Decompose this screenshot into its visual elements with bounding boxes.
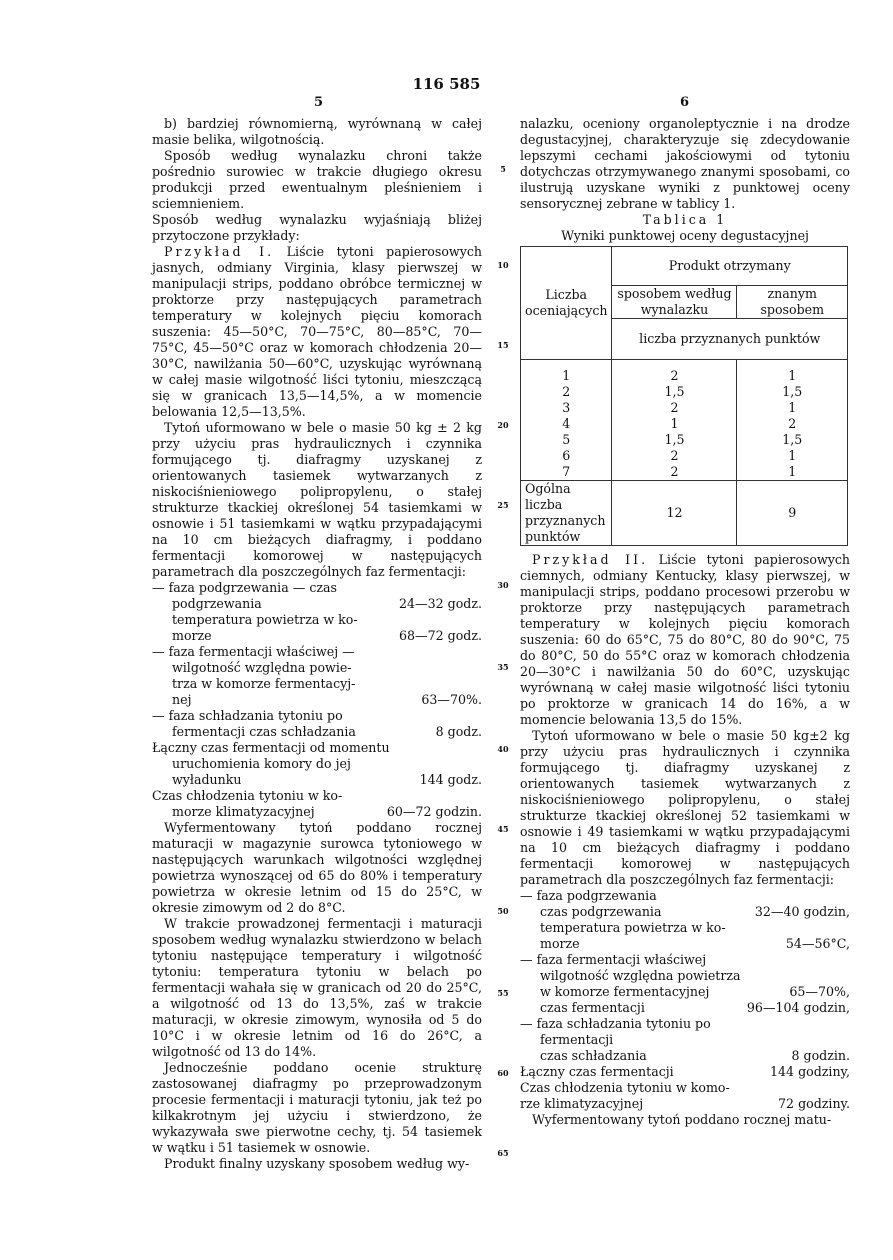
param-label: Czas chłodzenia tytoniu w ko- <box>152 788 343 803</box>
param-label: morze <box>540 936 580 951</box>
line-number: 45 <box>497 824 509 834</box>
right-page-number: 6 <box>680 95 690 110</box>
param-label: wilgotność względna powietrza <box>540 968 741 983</box>
example-text: Liście tytoni papierosowych jasnych, odmiany Virginia, klasy pierwszej w manipulacji strips, poddano obróbce termicznej w proktorze przy następujących parametrach temperatury w kolejnych pięciu komorach suszenia: 45—50°C, 70—75°C, 80—85°C, 70—75°C, 45—50°C oraz w komorach chłodzenia 20—30°C, nawilżania 50—60°C, uzyskując wyrównaną w całej masie wilgotność liści tytoniu, mieszczącą się w granicach 13,5—14,5%, a w momencie belowania 12,5—13,5%. <box>152 244 482 419</box>
line-number: 30 <box>497 580 509 590</box>
paragraph: Sposób według wynalazku wyjaśniają bliżej przytoczone przykłady: <box>152 212 482 243</box>
paragraph: Wyfermentowany tytoń poddano rocznej matu- <box>532 1112 832 1127</box>
line-number: 35 <box>497 662 509 672</box>
line-number: 15 <box>497 340 509 350</box>
param-row <box>520 984 850 1000</box>
example-text: Liście tytoni papierosowych ciemnych, odmiany Kentucky, klasy pierwszej, w manipulacji strips, poddano procesowi przerobu w proktorze przy następujących parametrach temperatury w kolejnych pięciu komorach suszenia: 60 do 65°C, 75 do 80°C, 80 do 90°C, 75 do 80°C, 50 do 55°C oraz w komorach chłodzenia 20—30°C i nawilżania 50 do 60°C, uzyskując wyrównaną w całej masie wilgotność liści tytoniu po proktorze w granicach 14 do 16%, a w momencie belowania 13,5 do 15%. <box>520 552 851 727</box>
param-label: wyładunku <box>172 772 242 787</box>
example-label: Przykład I. <box>164 244 275 259</box>
param-row <box>152 580 482 596</box>
param-label: podgrzewania <box>172 596 262 611</box>
param-label: — faza podgrzewania <box>520 888 657 903</box>
param-row <box>152 596 482 612</box>
table-total-invention: 12 <box>612 481 737 546</box>
param-row <box>520 1080 850 1096</box>
param-value: 144 godz. <box>419 772 482 787</box>
param-label: — faza schładzania tytoniu po <box>152 708 343 723</box>
example-1 <box>152 244 482 420</box>
table-cell: 1 1,5 1 2 1,5 1 1 <box>737 360 848 481</box>
param-row <box>152 660 482 676</box>
left-column <box>152 116 482 1172</box>
param-value: 32—40 godzin, <box>754 904 850 919</box>
param-label: Czas chłodzenia tytoniu w komo- <box>520 1080 730 1095</box>
param-label: morze <box>172 628 212 643</box>
paragraph: Tytoń uformowano w bele o masie 50 kg±2 kg przy użyciu pras hydraulicznych i czynnika formującego tj. diafragmy uzyskanej z orientowanych tasiemek wytwarzanych z niskociśnieniowego polipropylenu, o stałej strukturze tkackiej określonej 52 tasiemkami w osnowie i 49 tasiemkami w wątku przypadającymi na 10 cm bieżących diafragmy i poddano fermentacji komorowej w następujących parametrach dla poszczególnych faz fermentacji: <box>520 728 850 887</box>
param-row <box>152 772 482 788</box>
param-label: czas schładzania <box>540 1048 647 1063</box>
param-row <box>152 692 482 708</box>
param-row <box>520 1032 850 1048</box>
param-row <box>152 804 482 820</box>
line-number: 60 <box>497 1068 509 1078</box>
param-row <box>152 756 482 772</box>
fermentation-parameters <box>152 580 482 820</box>
line-number: 50 <box>497 906 509 916</box>
paragraph: Tytoń uformowano w bele o masie 50 kg ± 2 kg przy użyciu pras hydraulicznych i czynnika formującego tj. diafragmy uzyskanej z orientowanych tasiemek wytwarzanych z niskociśnieniowego polipropylenu, o stałej strukturze tkackiej określonej 54 tasiemkami w osnowie i 51 tasiemkami w wątku przypadającymi na 10 cm bieżących diafragmy, i poddano fermentacji komorowej w następujących parametrach dla poszczególnych faz fermentacji: <box>152 420 482 579</box>
param-label: temperatura powietrza w ko- <box>540 920 726 935</box>
param-label: fermentacji czas schładzania <box>172 724 356 739</box>
line-number: 55 <box>497 988 509 998</box>
param-row <box>152 676 482 692</box>
param-label: wilgotność względna powie- <box>172 660 352 675</box>
line-number: 20 <box>497 420 509 430</box>
param-value: 60—72 godzin. <box>386 804 482 819</box>
right-column <box>520 116 850 1128</box>
param-label: trza w komorze fermentacyj- <box>172 676 356 691</box>
param-row <box>152 708 482 724</box>
param-row <box>520 968 850 984</box>
example-2 <box>520 552 850 728</box>
paragraph: nalazku, oceniony organoleptycznie i na drodze degustacyjnej, charakteryzuje się zdecydowanie lepszymi cechami jakościowymi od tytoniu dotychczas otrzymywanego znanymi sposobami, co ilustrują uzyskane wyniki z punktowej oceny sensorycznej zebrane w tablicy 1. <box>520 116 850 211</box>
paragraph: Sposób według wynalazku chroni także pośrednio surowiec w trakcie długiego okresu produkcji przed ewentualnym pleśnieniem i sciemnieniem. <box>152 148 482 211</box>
table-cell: 1 2 3 4 5 6 7 <box>521 360 612 481</box>
param-label: morze klimatyzacyjnej <box>172 804 315 819</box>
paragraph: Jednocześnie poddano ocenie strukturę zastosowanej diafragmy po przeprowadzonym procesie fermentacji i maturacji tytoniu, jak też po kilkakrotnym jej użyciu i stwierdzono, że wykazywała swe pierwotne cechy, tj. 54 tasiemek w wątku i 51 tasiemek w osnowie. <box>152 1060 482 1155</box>
paragraph: Wyfermentowany tytoń poddano rocznej maturacji w magazynie surowca tytoniowego w następujących warunkach wilgotności względnej powietrza wynoszącej od 65 do 80% i temperatury powietrza w okresie letnim od 15 do 25°C, w okresie zimowym od 2 do 8°C. <box>152 820 482 915</box>
results-table <box>520 246 848 546</box>
paragraph: W trakcie prowadzonej fermentacji i maturacji sposobem według wynalazku stwierdzono w belach tytoniu następujące temperatury i wilgotność tytoniu: temperatura tytoniu w belach po fermentacji wahała się w granicach od 20 do 25°C, a wilgotność od 13 do 13,5%, zaś w trakcie maturacji, w okresie zimowym, wynosiła od 5 do 10°C i w okresie letnim od 16 do 26°C, a wilgotność od 13 do 14%. <box>152 916 482 1059</box>
param-label: Łączny czas fermentacji od momentu <box>152 740 390 755</box>
paragraph: Produkt finalny uzyskany sposobem według wy- <box>164 1156 470 1171</box>
document-number: 116 585 <box>412 75 481 93</box>
line-number: 40 <box>497 744 509 754</box>
param-row <box>520 920 850 936</box>
param-row <box>520 904 850 920</box>
param-label: czas podgrzewania <box>540 904 662 919</box>
param-value: 54—56°C, <box>785 936 850 951</box>
table-header-invention: sposobem według wynalazku <box>612 286 737 319</box>
param-value: 72 godziny. <box>778 1096 850 1111</box>
param-row <box>152 628 482 644</box>
param-row <box>152 724 482 740</box>
param-label: Łączny czas fermentacji <box>520 1064 674 1079</box>
param-row <box>152 644 482 660</box>
param-value: 68—72 godz. <box>399 628 482 643</box>
table-label: Tablica 1 <box>642 212 728 227</box>
param-label: nej <box>172 692 192 707</box>
param-row <box>520 1016 850 1032</box>
param-value: 96—104 godzin, <box>746 1000 850 1015</box>
param-value: 63—70%. <box>421 692 482 707</box>
param-row <box>152 740 482 756</box>
line-number: 5 <box>500 164 506 174</box>
param-label: w komorze fermentacyjnej <box>540 984 710 999</box>
param-label: temperatura powietrza w ko- <box>172 612 358 627</box>
table-total-label: Ogólna liczba przyznanych punktów <box>521 481 612 546</box>
paragraph: b) bardziej równomierną, wyrównaną w całej masie belika, wilgotnością. <box>152 116 482 147</box>
line-number: 65 <box>497 1148 509 1158</box>
param-row <box>520 952 850 968</box>
param-label: rze klimatyzacyjnej <box>520 1096 644 1111</box>
param-label: — faza fermentacji właściwej — <box>152 644 355 659</box>
param-row <box>520 888 850 904</box>
table-header-known: znanym sposobem <box>737 286 848 319</box>
fermentation-parameters <box>520 888 850 1112</box>
line-number: 10 <box>497 260 509 270</box>
param-label: fermentacji <box>540 1032 614 1047</box>
param-label: — faza schładzania tytoniu po <box>520 1016 711 1031</box>
left-page-number: 5 <box>314 95 324 110</box>
table-subheader-points: liczba przyznanych punktów <box>612 319 848 360</box>
table-cell: 2 1,5 2 1 1,5 2 2 <box>612 360 737 481</box>
table-total-known: 9 <box>737 481 848 546</box>
param-row <box>520 1064 850 1080</box>
table-header-evaluators: Liczba oceniających <box>521 247 612 360</box>
param-row <box>152 612 482 628</box>
param-value: 8 godzin. <box>791 1048 850 1063</box>
param-row <box>520 936 850 952</box>
param-row <box>520 1096 850 1112</box>
param-label: — faza fermentacji właściwej <box>520 952 707 967</box>
line-number: 25 <box>497 500 509 510</box>
param-label: — faza podgrzewania — czas <box>152 580 337 595</box>
param-value: 144 godziny, <box>770 1064 850 1079</box>
param-value: 8 godz. <box>435 724 482 739</box>
param-value: 24—32 godz. <box>399 596 482 611</box>
param-row <box>520 1000 850 1016</box>
param-label: uruchomienia komory do jej <box>172 756 351 771</box>
table-header-product: Produkt otrzymany <box>612 247 848 286</box>
table-title: Wyniki punktowej oceny degustacyjnej <box>561 228 809 243</box>
param-label: czas fermentacji <box>540 1000 645 1015</box>
example-label: Przykład II. <box>532 552 649 567</box>
param-row <box>520 1048 850 1064</box>
param-row <box>152 788 482 804</box>
param-value: 65—70%, <box>789 984 850 999</box>
